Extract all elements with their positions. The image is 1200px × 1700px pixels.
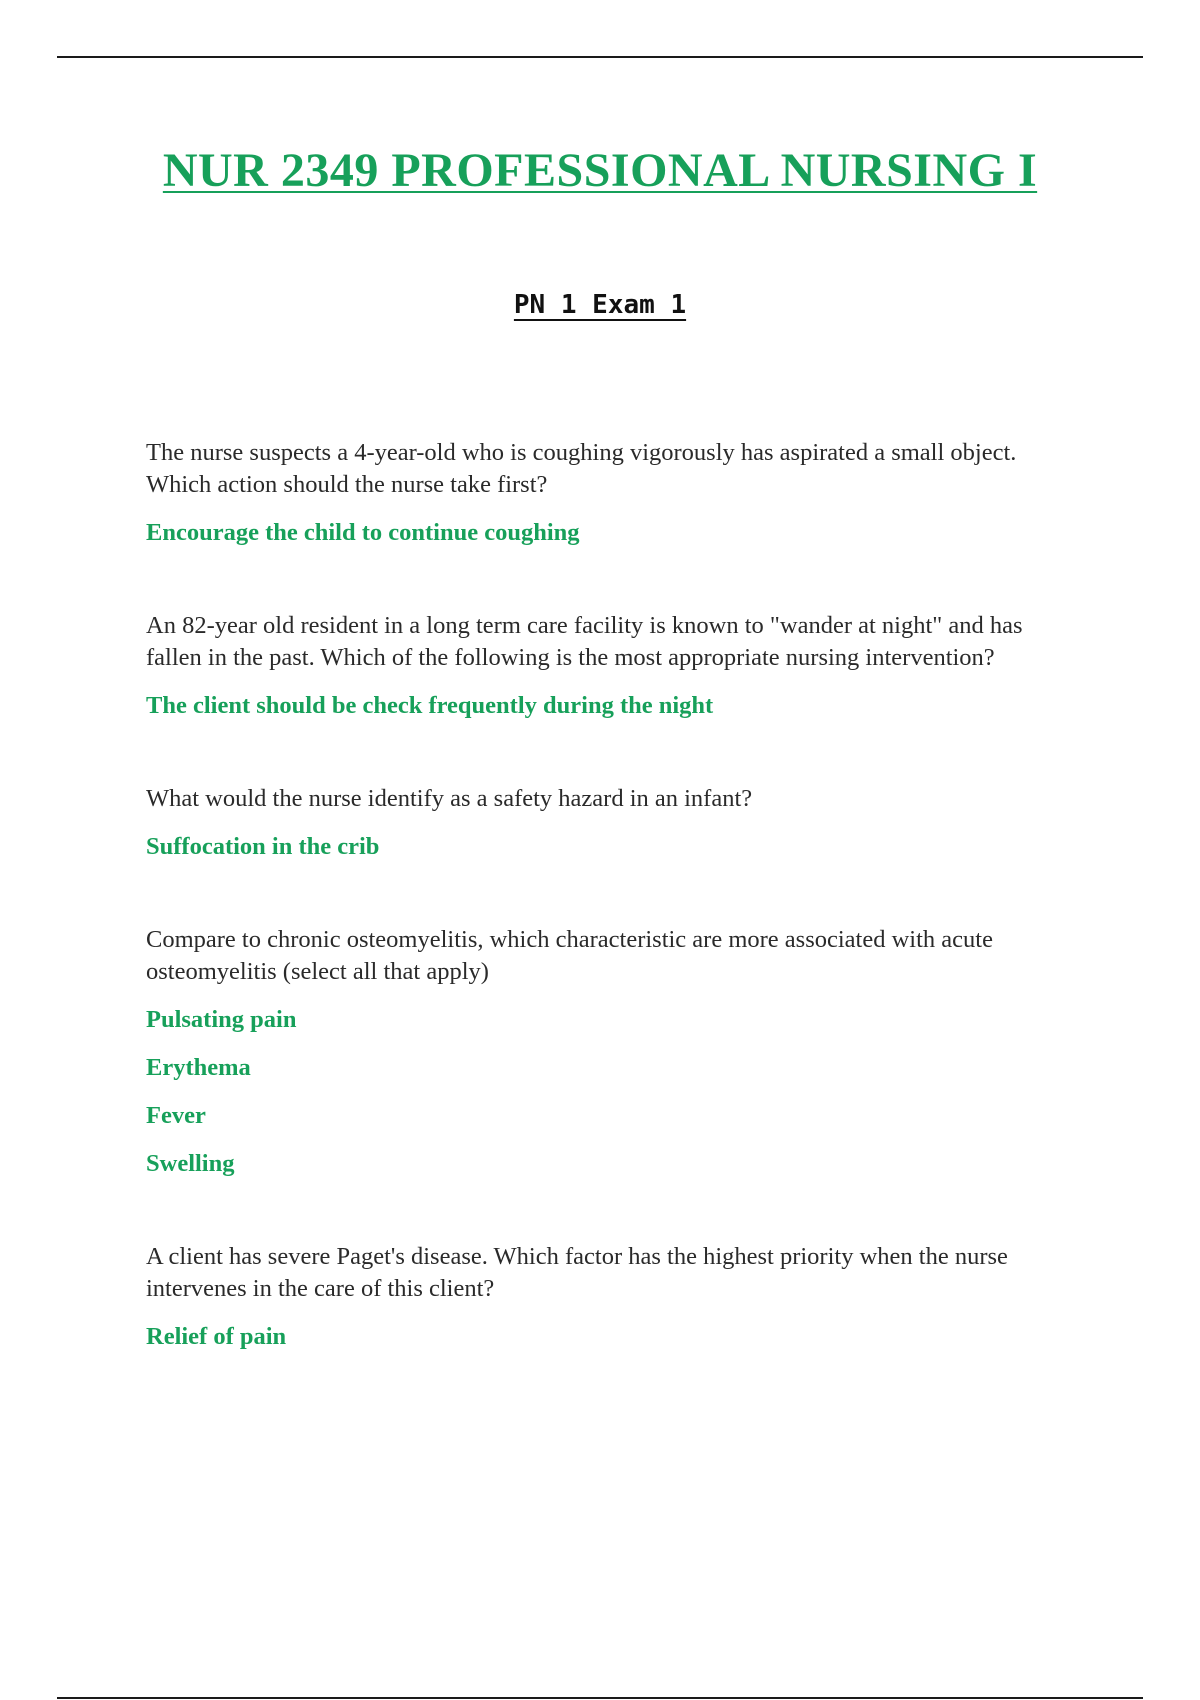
question-text: A client has severe Paget's disease. Which factor has the highest priority when the nurse intervenes in the care of this client?	[146, 1243, 1008, 1302]
question-block	[146, 610, 1076, 722]
answer-text: Pulsating pain	[146, 1006, 297, 1033]
question-text: The nurse suspects a 4-year-old who is coughing vigorously has aspirated a small object. Which action should the nurse take first?	[146, 439, 1017, 498]
document-subtitle-text: PN 1 Exam 1	[513, 290, 687, 320]
answer-text: The client should be check frequently during the night	[146, 692, 714, 719]
question-block	[146, 783, 1076, 863]
question-text: What would the nurse identify as a safety hazard in an infant?	[146, 785, 753, 812]
answer-text: Erythema	[146, 1054, 251, 1081]
answer-text: Fever	[146, 1102, 206, 1129]
question-text: Compare to chronic osteomyelitis, which characteristic are more associated with acute osteomyelitis (select all that apply)	[146, 926, 993, 985]
document-title	[0, 143, 1200, 198]
document-title-text: NUR 2349 PROFESSIONAL NURSING I	[162, 144, 1038, 197]
answer-text: Swelling	[146, 1150, 235, 1177]
answer-text: Encourage the child to continue coughing	[146, 519, 580, 546]
answer-text: Suffocation in the crib	[146, 833, 380, 860]
question-block	[146, 1241, 1076, 1353]
bottom-divider	[57, 1697, 1143, 1699]
question-block	[146, 924, 1076, 1180]
answer-text: Relief of pain	[146, 1323, 287, 1350]
question-text: An 82-year old resident in a long term care facility is known to "wander at night" and has fallen in the past. Which of the following is the most appropriate nursing intervention?	[146, 612, 1023, 671]
top-divider	[57, 56, 1143, 58]
document-subtitle	[0, 290, 1200, 320]
question-list	[146, 437, 1076, 1414]
question-block	[146, 437, 1076, 549]
